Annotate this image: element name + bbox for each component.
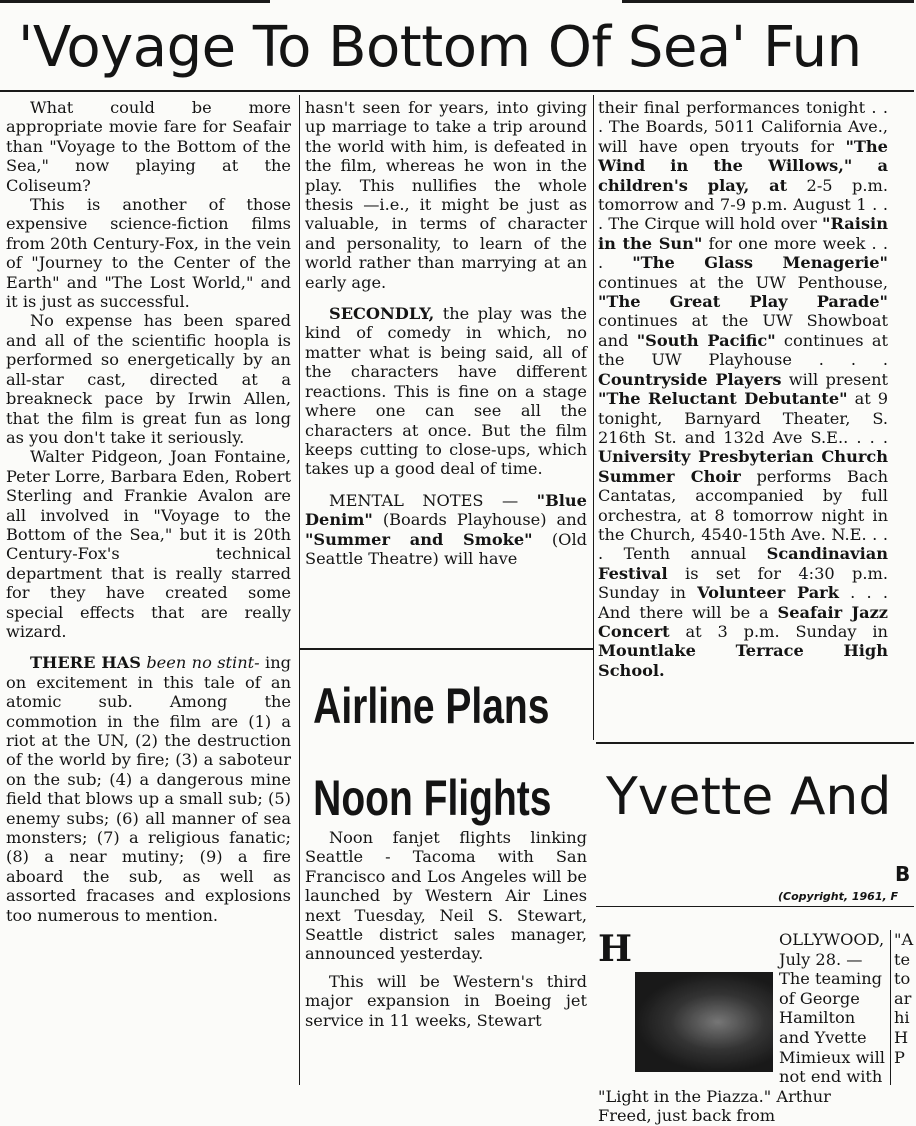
- cut-off-column: "A te to ar hi H P: [894, 930, 914, 1067]
- paragraph-text: continues at the UW Penthouse,: [598, 272, 888, 292]
- paragraph: [6, 653, 291, 925]
- title-text: "Raisin in the Sun": [598, 214, 888, 253]
- paragraph: No expense has been spared and all of the scientific hoopla is performed so energetically by an all-star cast, directed at a breakneck pace by Irwin Allen, that the film is great fun as long as you don't take it seriously.: [6, 311, 291, 447]
- lead-in: THERE HAS: [30, 653, 141, 673]
- drop-cap: H: [598, 928, 633, 970]
- article-column-2: [305, 98, 587, 646]
- title-text: Scandinavian Festival: [598, 544, 888, 583]
- headline-line: Noon Flights: [313, 770, 552, 826]
- paragraph: [305, 491, 587, 569]
- title-text: "South Pacific": [636, 330, 776, 350]
- paragraph-text: ing on excitement in this tale of an atomic sub. Among the commotion in the film are (1) a riot at the UN, (2) the destruction of the world by fire; (3) a saboteur on the sub; (4) a dangerous mine field that blows up a small sub; (5) enemy subs; (6) all manner of sea monsters; (7) a religious fanatic; (8) a near mutiny; (9) a fire aboard the sub, as well as assorted fracases and explosions too numerous to mention.: [6, 653, 291, 925]
- title-text: University Presbyterian Church Summer Choir: [598, 447, 888, 486]
- paragraph-text: (Boards Playhouse) and: [382, 510, 587, 530]
- paragraph-text: will present: [788, 369, 888, 389]
- title-text: "Summer and Smoke": [305, 529, 533, 549]
- title-text: "The Glass Menagerie": [632, 253, 888, 273]
- paragraph: What could be more appropriate movie fare for Seafair than "Voyage to the Bottom of the Sea," now playing at the Coliseum?: [6, 98, 291, 195]
- title-text: "Blue Denim": [305, 490, 587, 530]
- yvette-story: [598, 928, 888, 1126]
- paragraph: hasn't seen for years, into giving up marriage to take a trip around the world with him, is defeated in the film, whereas he won in the play. This nullifies the whole thesis —i.e., it might be just as valuable, in terms of character and personality, to learn of the world rather than marrying at an early age.: [305, 98, 587, 292]
- paragraph-text: OLLYWOOD, July 28. — The teaming of George Hamilton and Yvette Mimieux will not end with "Light in the Piazza." Arthur Freed, just back from: [598, 930, 885, 1126]
- paragraph-text: at 9 tonight, Barnyard Theater, S. 216th St. and 132d Ave S.E.. . . .: [598, 389, 888, 447]
- lead-in: MENTAL NOTES —: [329, 490, 519, 510]
- title-text: Volunteer Park: [697, 583, 839, 603]
- italic-text: been no stint-: [146, 653, 260, 673]
- column-divider-2: [593, 95, 594, 740]
- paragraph: This will be Western's third major expansion in Boeing jet service in 11 weeks, Stewart: [305, 971, 587, 1030]
- paragraph-text: their final performances tonight . . . The Boards, 5011 California Ave., will have open tryouts for: [598, 98, 888, 156]
- yvette-headline: Yvette And: [606, 767, 892, 827]
- airline-headline: [296, 660, 552, 844]
- yvette-divider: [596, 906, 914, 907]
- airline-box-top: [300, 648, 593, 650]
- title-text: "The Reluctant Debutante": [598, 389, 848, 409]
- paragraph-text: . . . And there will be a: [598, 583, 888, 622]
- paragraph-text: continues at the UW Showboat and: [598, 311, 888, 350]
- lead-in: SECONDLY,: [329, 304, 435, 324]
- column-divider-1: [299, 95, 300, 1085]
- paragraph-text: is set for 4:30 p.m. Sunday in: [598, 563, 888, 603]
- portrait-photo: [635, 972, 773, 1072]
- yvette-column-divider: [890, 930, 891, 1085]
- copyright-line: (Copyright, 1961, F: [778, 890, 899, 903]
- paragraph-text: (Old Seattle Theatre) will have: [305, 529, 587, 568]
- title-text: Countryside Players: [598, 369, 782, 389]
- paragraph-text: at 3 p.m. Sunday in: [685, 621, 888, 641]
- paragraph-text: the play was the kind of comedy in which, no matter what is being said, all of the characters have different reactions. This is fine on a stage where one can see all the characters at once. But the film keeps cutting to close-ups, which takes up a good deal of time.: [305, 304, 587, 479]
- title-text: "The Great Play Parade": [598, 292, 888, 312]
- main-headline: 'Voyage To Bottom Of Sea' Fun: [18, 15, 862, 80]
- title-text: Mountlake Terrace High School.: [598, 641, 888, 680]
- yvette-box-top: [596, 742, 914, 744]
- title-text: Seafair Jazz Concert: [598, 602, 888, 641]
- paragraph-text: 2-5 p.m. tomorrow and 7-9 p.m. August 1 . . . The Cirque will hold over: [598, 175, 888, 234]
- paragraph-text: continues at the UW Playhouse . . .: [598, 330, 888, 370]
- article-column-3: [598, 98, 888, 738]
- paragraph-text: performs Bach Cantatas, accompanied by full orchestra, at 8 tomorrow night in the Church, 4540-15th Ave. N.E. . . . Tenth annual: [598, 466, 888, 564]
- paragraph: Walter Pidgeon, Joan Fontaine, Peter Lorre, Barbara Eden, Robert Sterling and Frankie Avalon are all involved in "Voyage to the Bottom of the Sea," but it is 20th Century-Fox's technical department that is really starred for they have created some special effects that are really wizard.: [6, 447, 291, 641]
- paragraph: [598, 98, 888, 680]
- airline-story: [305, 828, 587, 1085]
- paragraph: [305, 304, 587, 479]
- byline: B: [895, 862, 911, 886]
- paragraph: This is another of those expensive science-fiction films from 20th Century-Fox, in the vein of "Journey to the Center of the Earth" and "The Lost World," and it is just as successful.: [6, 195, 291, 312]
- title-text: "The Wind in the Willows," a children's play, at: [598, 136, 888, 195]
- article-column-1: [6, 98, 291, 1085]
- headline-line: Airline Plans: [313, 678, 550, 734]
- paragraph: Noon fanjet flights linking Seattle - Tacoma with San Francisco and Los Angeles will be launched by Western Air Lines next Tuesday, Neil S. Stewart, Seattle district sales manager, announced yesterday.: [305, 828, 587, 964]
- paragraph-text: for one more week . . .: [598, 233, 888, 273]
